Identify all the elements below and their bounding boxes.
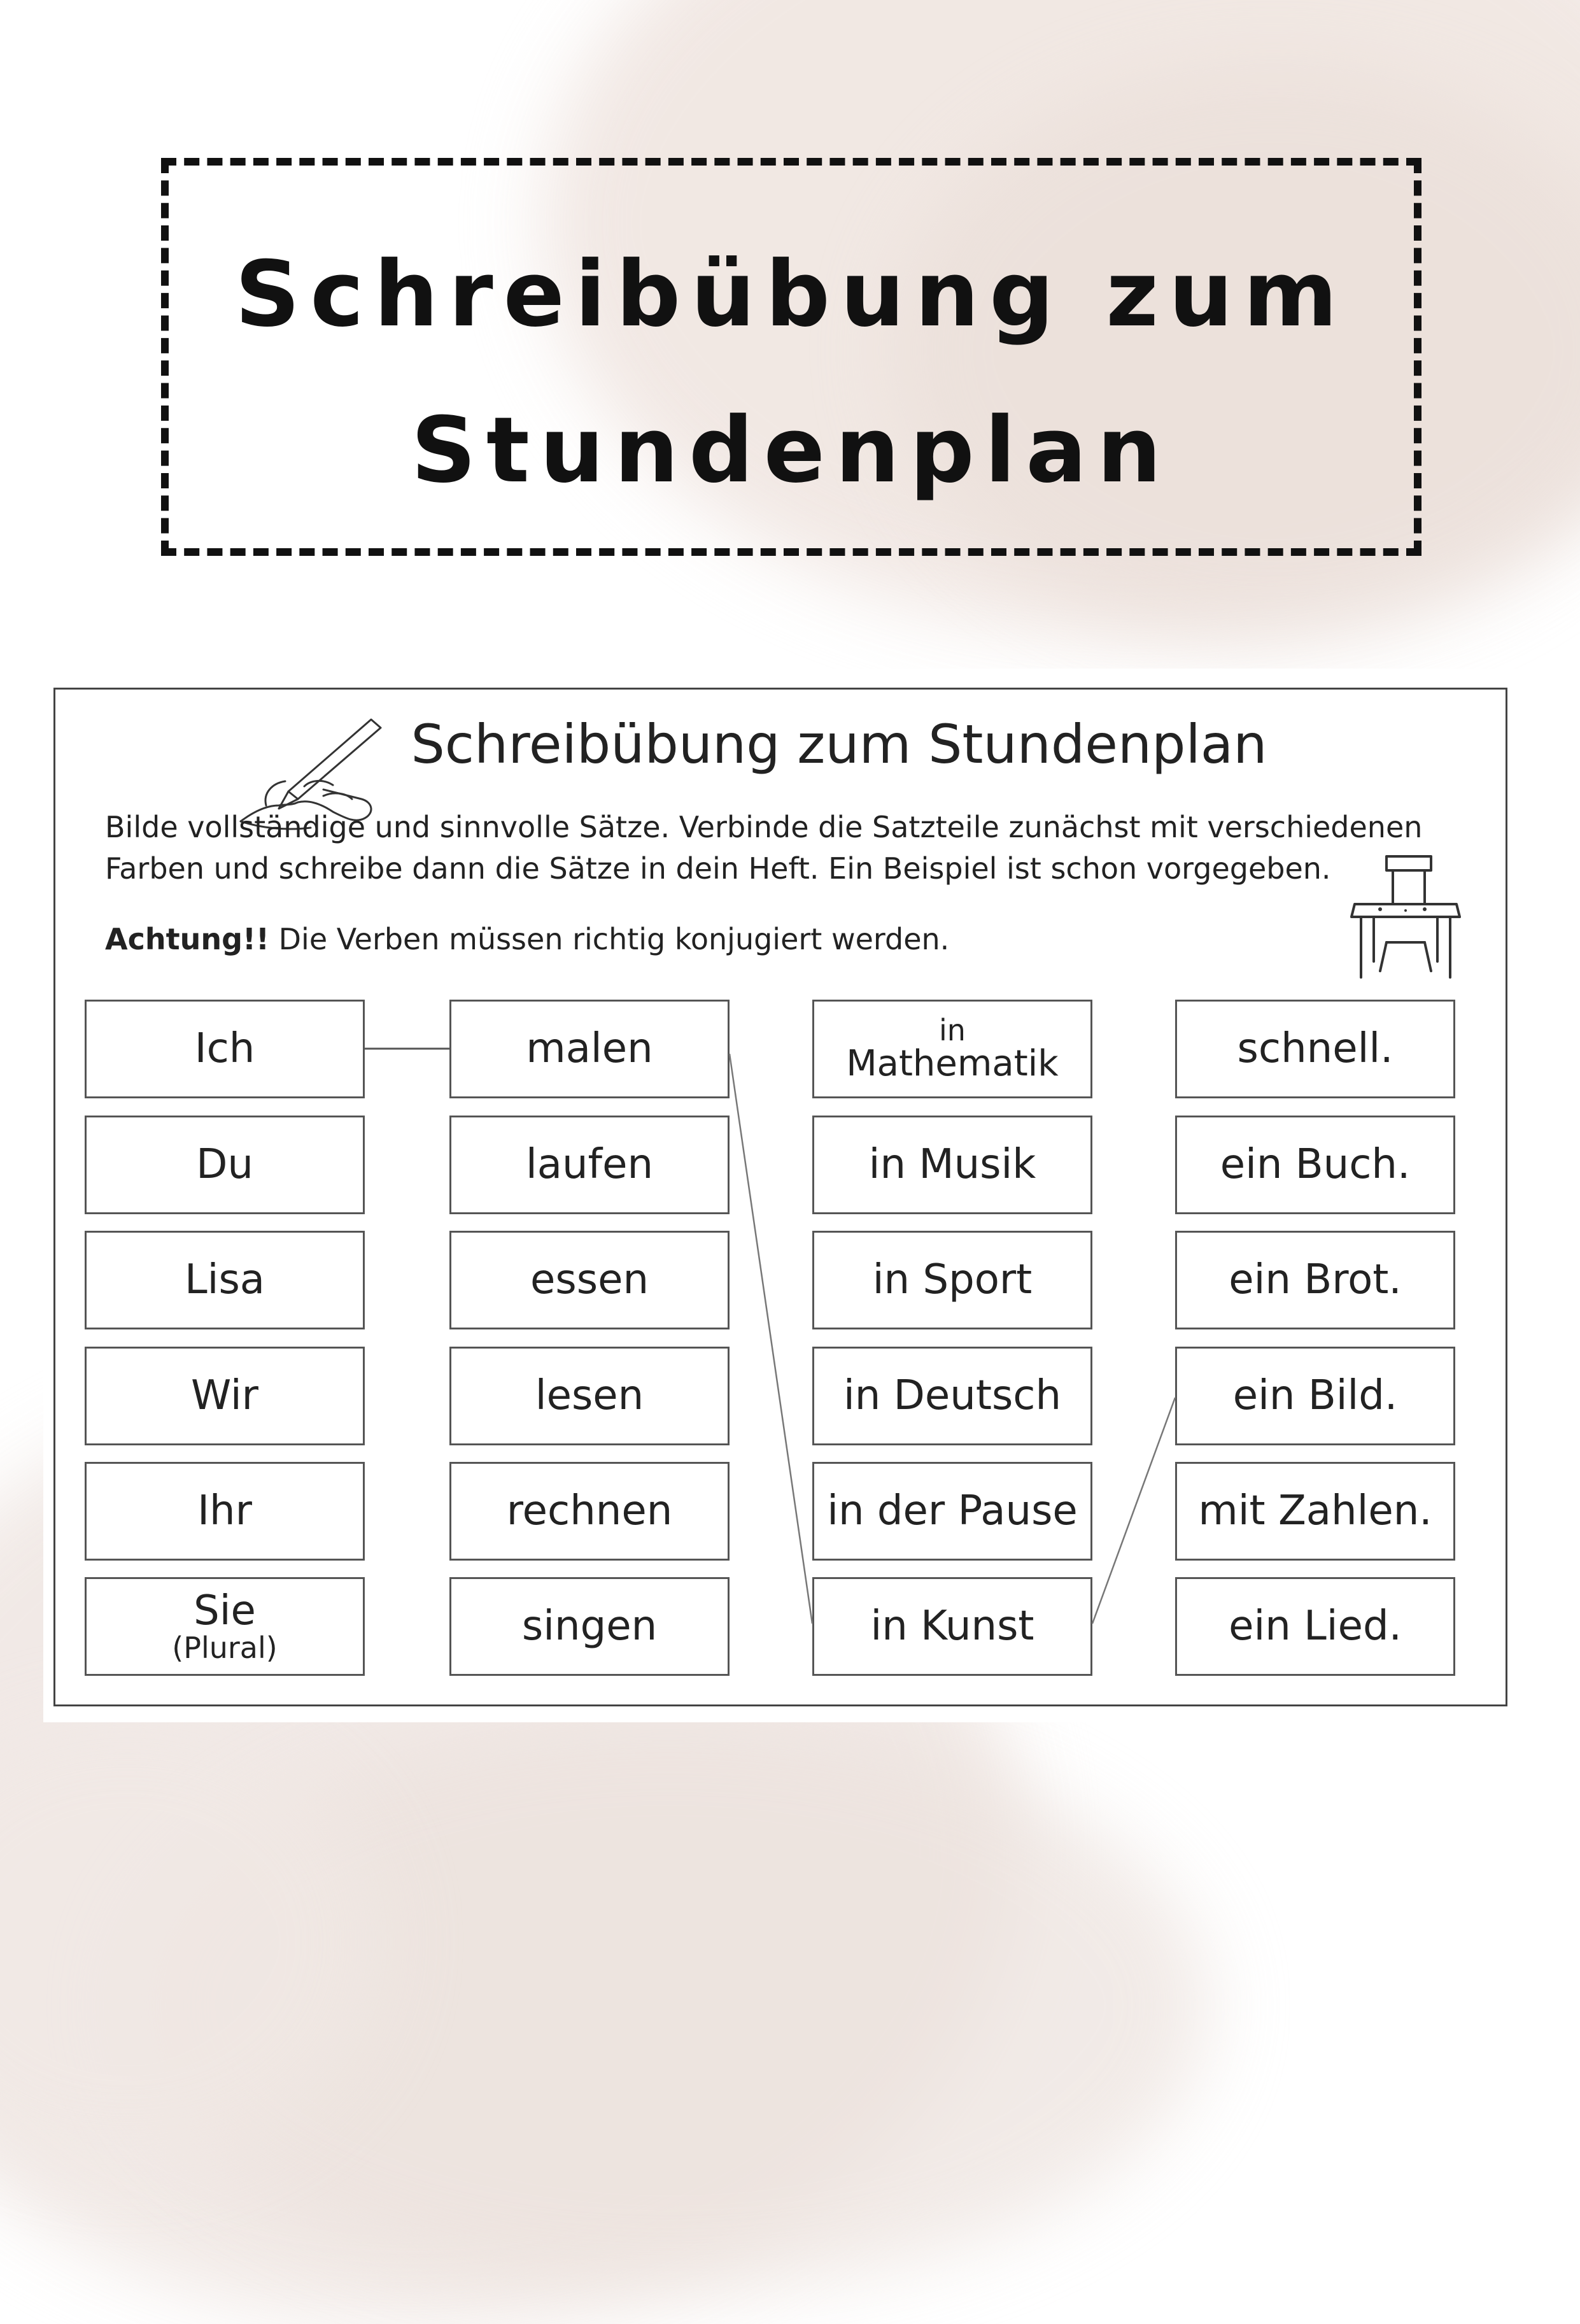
cover-title-line-2: Stundenplan: [411, 398, 1172, 503]
verb-text: malen: [526, 1024, 653, 1072]
subject-cell[interactable]: [85, 1462, 365, 1561]
place-text: in Deutsch: [843, 1371, 1062, 1419]
object-cell[interactable]: [1175, 1231, 1455, 1329]
object-text: ein Bild.: [1232, 1371, 1398, 1419]
verb-cell[interactable]: [449, 1116, 730, 1214]
object-text: ein Lied.: [1229, 1602, 1402, 1650]
place-text: in Musik: [868, 1140, 1036, 1188]
subject-text: Lisa: [185, 1256, 265, 1303]
school-desk-icon: [1348, 853, 1463, 981]
subject-text: Ich: [194, 1024, 255, 1072]
object-text: ein Buch.: [1220, 1140, 1411, 1188]
verb-cell[interactable]: [449, 1231, 730, 1329]
verb-text: essen: [530, 1256, 649, 1303]
instruction-line-2: Farben und schreibe dann die Sätze in dein Heft. Ein Beispiel ist schon vorgegeben.: [105, 851, 1331, 886]
instruction-line-1: Bilde vollständige und sinnvolle Sätze. Verbinde die Satzteile zunächst mit verschiedenen: [105, 810, 1423, 844]
verb-cell[interactable]: [449, 1347, 730, 1445]
cover-title-frame: [161, 158, 1421, 556]
subject-text: Wir: [191, 1371, 258, 1419]
subject-cell[interactable]: [85, 1000, 365, 1098]
place-text: in: [939, 1012, 966, 1047]
warning-body: Die Verben müssen richtig konjugiert werden.: [269, 922, 950, 956]
object-cell[interactable]: [1175, 1347, 1455, 1445]
place-cell[interactable]: [812, 1462, 1092, 1561]
worksheet-title: Schreibübung zum Stundenplan: [411, 713, 1267, 776]
object-cell[interactable]: [1175, 1000, 1455, 1098]
place-text: in der Pause: [827, 1487, 1078, 1534]
place-cell[interactable]: [812, 1116, 1092, 1214]
object-text: schnell.: [1237, 1024, 1393, 1072]
object-cell[interactable]: [1175, 1577, 1455, 1676]
cover-title-line-1: Schreibübung zum: [235, 242, 1348, 347]
place-text: Mathematik: [846, 1043, 1059, 1085]
place-text: in Kunst: [870, 1602, 1034, 1650]
verb-cell[interactable]: [449, 1462, 730, 1561]
subject-text: Ihr: [197, 1487, 252, 1534]
verb-cell[interactable]: [449, 1000, 730, 1098]
verb-text: laufen: [525, 1140, 654, 1188]
subject-cell[interactable]: [85, 1231, 365, 1329]
object-cell[interactable]: [1175, 1116, 1455, 1214]
subject-cell[interactable]: [85, 1577, 365, 1676]
warning-label: Achtung!!: [105, 922, 269, 956]
place-cell[interactable]: [812, 1231, 1092, 1329]
subject-text: Du: [196, 1140, 253, 1188]
place-text: in Sport: [872, 1256, 1033, 1303]
worksheet: [43, 669, 1533, 1722]
subject-cell[interactable]: [85, 1347, 365, 1445]
object-cell[interactable]: [1175, 1462, 1455, 1561]
subject-text: Sie: [194, 1587, 256, 1634]
object-text: mit Zahlen.: [1198, 1487, 1432, 1534]
subject-note: (Plural): [172, 1630, 278, 1665]
subject-cell[interactable]: [85, 1116, 365, 1214]
place-cell[interactable]: [812, 1347, 1092, 1445]
place-cell[interactable]: [812, 1577, 1092, 1676]
verb-text: singen: [521, 1602, 658, 1650]
verb-text: lesen: [535, 1371, 644, 1419]
verb-cell[interactable]: [449, 1577, 730, 1676]
warning-text: [105, 922, 949, 956]
object-text: ein Brot.: [1229, 1256, 1402, 1303]
place-cell[interactable]: [812, 1000, 1092, 1098]
verb-text: rechnen: [506, 1487, 673, 1534]
